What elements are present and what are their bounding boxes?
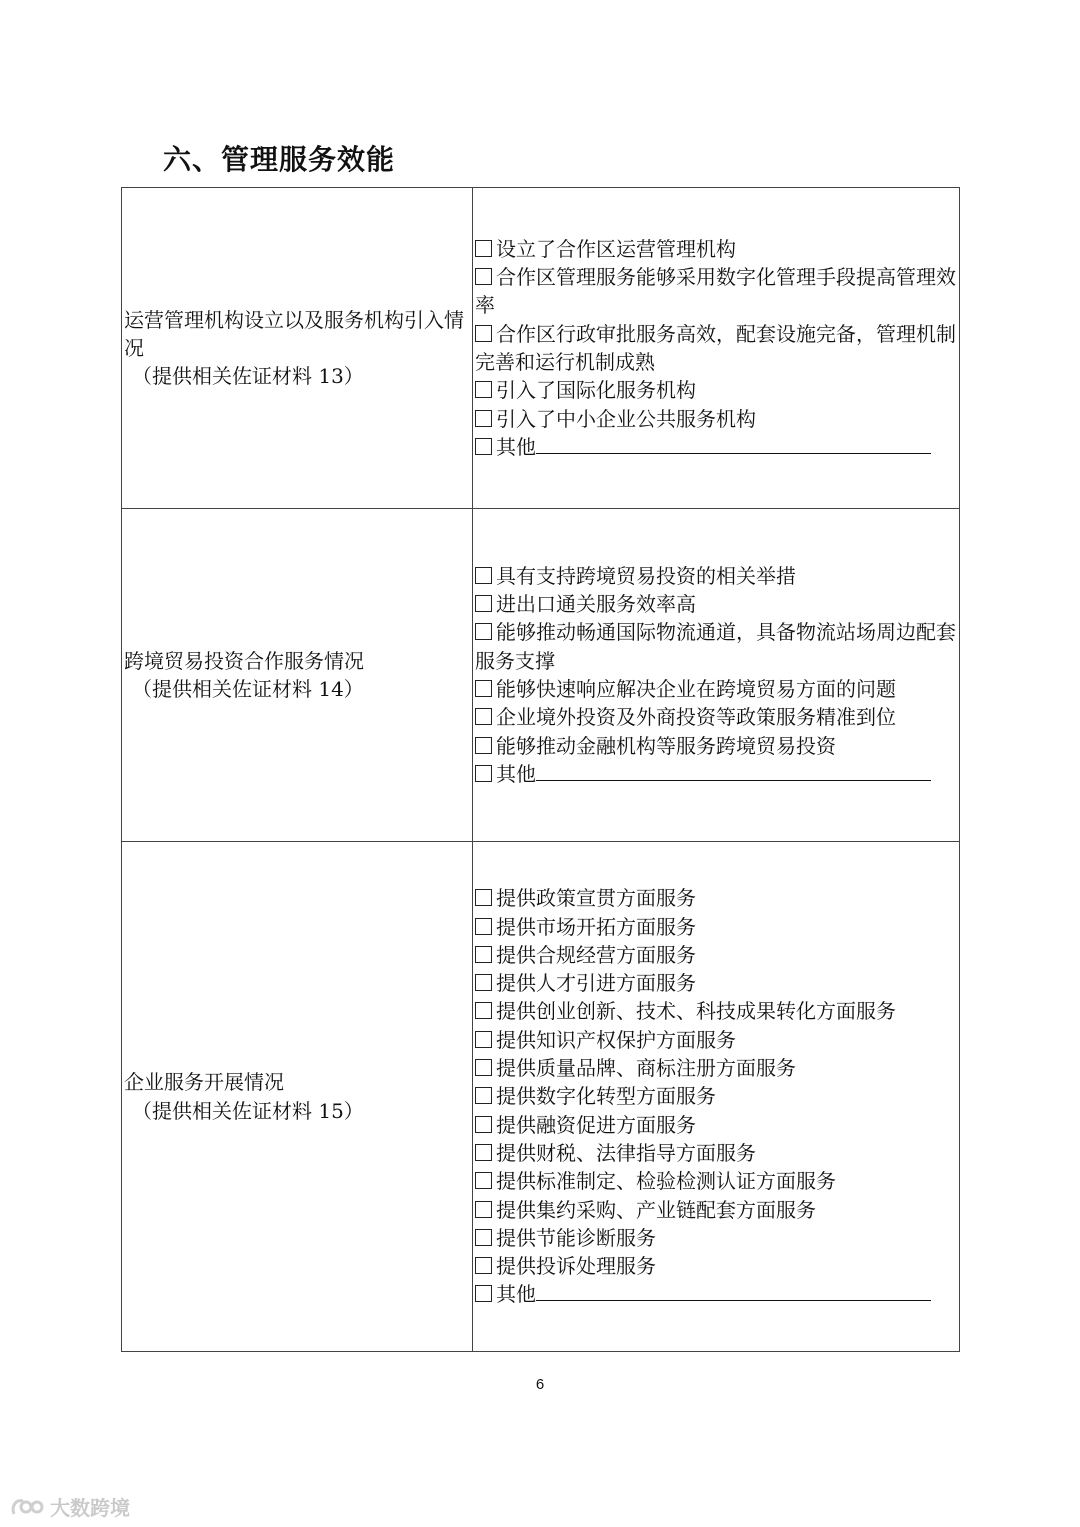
checkbox-icon[interactable]	[475, 1201, 492, 1218]
option[interactable]	[475, 703, 957, 731]
option[interactable]	[475, 590, 957, 618]
other-blank-line[interactable]	[536, 1280, 931, 1301]
row-label: 企业服务开展情况	[124, 1070, 284, 1095]
table-row	[122, 842, 960, 1352]
checkbox-icon[interactable]	[475, 1002, 492, 1019]
option-label: 引入了国际化服务机构	[496, 378, 696, 403]
checkbox-icon[interactable]	[475, 680, 492, 697]
checkbox-icon[interactable]	[475, 889, 492, 906]
option-label: 其他	[496, 1282, 536, 1307]
option[interactable]	[475, 1082, 957, 1110]
option[interactable]	[475, 1054, 957, 1082]
option[interactable]	[475, 562, 957, 590]
option-label: 提供政策宣贯方面服务	[496, 886, 696, 911]
option-other[interactable]	[475, 1280, 957, 1308]
option-label: 提供质量品牌、商标注册方面服务	[496, 1056, 796, 1081]
option[interactable]	[475, 263, 957, 320]
option-label: 其他	[496, 761, 536, 786]
option-label: 具有支持跨境贸易投资的相关举措	[496, 563, 796, 588]
checkbox-icon[interactable]	[475, 1257, 492, 1274]
option-label: 提供人才引进方面服务	[496, 971, 696, 996]
page-number: 6	[535, 1376, 545, 1393]
checkbox-icon[interactable]	[475, 765, 492, 782]
row-label-cell	[122, 188, 473, 509]
checkbox-icon[interactable]	[475, 1031, 492, 1048]
option-label: 引入了中小企业公共服务机构	[496, 406, 756, 431]
checkbox-icon[interactable]	[475, 946, 492, 963]
checkbox-icon[interactable]	[475, 567, 492, 584]
row-label: 跨境贸易投资合作服务情况	[124, 648, 364, 673]
option-label: 合作区行政审批服务高效，配套设施完备，管理机制完善和运行机制成熟	[475, 321, 956, 374]
watermark-logo-icon	[10, 1496, 44, 1518]
option[interactable]	[475, 1139, 957, 1167]
option-label: 企业境外投资及外商投资等政策服务精准到位	[496, 705, 896, 730]
option[interactable]	[475, 969, 957, 997]
option[interactable]	[475, 997, 957, 1025]
row-label-cell	[122, 509, 473, 842]
option-label: 能够推动金融机构等服务跨境贸易投资	[496, 733, 836, 758]
option-label: 提供投诉处理服务	[496, 1254, 656, 1279]
option[interactable]	[475, 675, 957, 703]
option-other[interactable]	[475, 760, 957, 788]
checkbox-icon[interactable]	[475, 708, 492, 725]
table-row	[122, 188, 960, 509]
option-label: 设立了合作区运营管理机构	[496, 236, 736, 261]
checkbox-icon[interactable]	[475, 268, 492, 285]
checkbox-icon[interactable]	[475, 918, 492, 935]
table-row	[122, 509, 960, 842]
option-label: 提供融资促进方面服务	[496, 1112, 696, 1137]
option[interactable]	[475, 376, 957, 404]
checkbox-icon[interactable]	[475, 1172, 492, 1189]
option-label: 合作区管理服务能够采用数字化管理手段提高管理效率	[475, 265, 956, 318]
checkbox-icon[interactable]	[475, 595, 492, 612]
checkbox-icon[interactable]	[475, 438, 492, 455]
option-label: 提供集约采购、产业链配套方面服务	[496, 1197, 816, 1222]
other-blank-line[interactable]	[536, 433, 931, 454]
option[interactable]	[475, 732, 957, 760]
options-cell	[473, 188, 960, 509]
option-label: 提供知识产权保护方面服务	[496, 1027, 736, 1052]
option-label: 提供节能诊断服务	[496, 1225, 656, 1250]
watermark-text: 大数跨境	[50, 1496, 130, 1520]
option[interactable]	[475, 235, 957, 263]
row-label-cell	[122, 842, 473, 1352]
checkbox-icon[interactable]	[475, 1229, 492, 1246]
service-efficiency-table	[121, 187, 960, 1352]
evidence-note: （提供相关佐证材料 13）	[132, 364, 364, 389]
option[interactable]	[475, 1167, 957, 1195]
option[interactable]	[475, 941, 957, 969]
option[interactable]	[475, 1252, 957, 1280]
checkbox-icon[interactable]	[475, 623, 492, 640]
option[interactable]	[475, 618, 957, 675]
option-label: 提供创业创新、技术、科技成果转化方面服务	[496, 999, 896, 1024]
option-label: 提供合规经营方面服务	[496, 942, 696, 967]
checkbox-icon[interactable]	[475, 1116, 492, 1133]
watermark	[10, 1492, 130, 1521]
option[interactable]	[475, 913, 957, 941]
option-other[interactable]	[475, 433, 957, 461]
option[interactable]	[475, 1196, 957, 1224]
evidence-note: （提供相关佐证材料 14）	[132, 677, 364, 701]
options-cell	[473, 509, 960, 842]
option-label: 能够推动畅通国际物流通道，具备物流站场周边配套服务支撑	[475, 620, 956, 673]
option[interactable]	[475, 1026, 957, 1054]
option[interactable]	[475, 320, 957, 377]
option[interactable]	[475, 1111, 957, 1139]
option-label: 进出口通关服务效率高	[496, 592, 696, 617]
checkbox-icon[interactable]	[475, 1285, 492, 1302]
section-title: 六、管理服务效能	[163, 143, 396, 176]
option-label: 提供数字化转型方面服务	[496, 1084, 716, 1109]
option[interactable]	[475, 1224, 957, 1252]
row-label: 运营管理机构设立以及服务机构引入情况	[124, 307, 464, 360]
checkbox-icon[interactable]	[475, 240, 492, 257]
option-label: 提供市场开拓方面服务	[496, 914, 696, 939]
checkbox-icon[interactable]	[475, 410, 492, 427]
option-label: 能够快速响应解决企业在跨境贸易方面的问题	[496, 677, 896, 701]
option-label: 提供标准制定、检验检测认证方面服务	[496, 1169, 836, 1194]
other-blank-line[interactable]	[536, 760, 931, 781]
checkbox-icon[interactable]	[475, 381, 492, 398]
checkbox-icon[interactable]	[475, 1087, 492, 1104]
option[interactable]	[475, 884, 957, 912]
evidence-note: （提供相关佐证材料 15）	[132, 1098, 364, 1123]
checkbox-icon[interactable]	[475, 1144, 492, 1161]
checkbox-icon[interactable]	[475, 1059, 492, 1076]
option-label: 提供财税、法律指导方面服务	[496, 1140, 756, 1165]
option-label: 其他	[496, 434, 536, 459]
checkbox-icon[interactable]	[475, 737, 492, 754]
option[interactable]	[475, 405, 957, 433]
checkbox-icon[interactable]	[475, 974, 492, 991]
checkbox-icon[interactable]	[475, 325, 492, 342]
options-cell	[473, 842, 960, 1352]
